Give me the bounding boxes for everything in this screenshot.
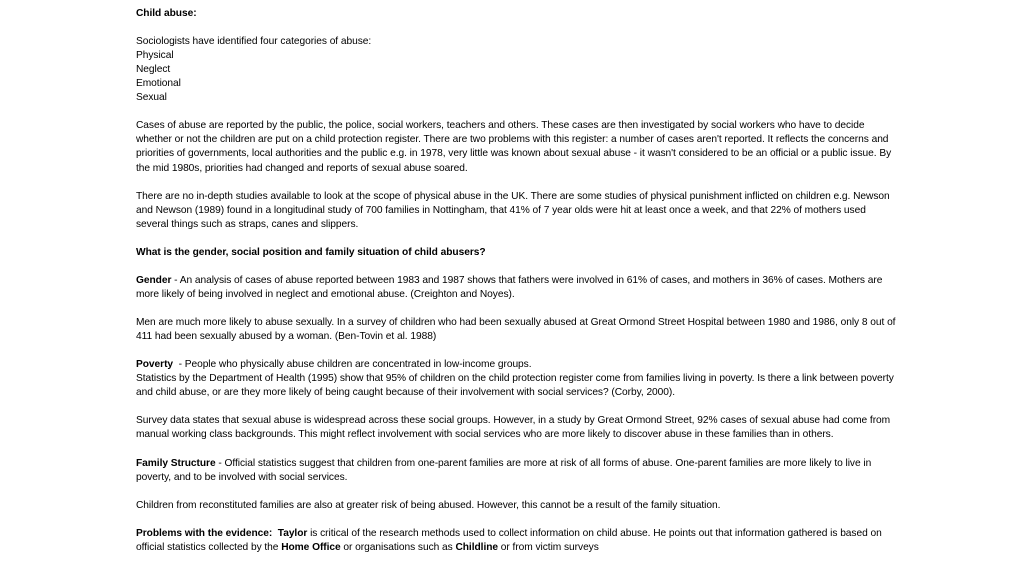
problems-label: Problems with the evidence:: [136, 527, 273, 539]
paragraph-reconstituted: Children from reconstituted families are also at greater risk of being abused. However, this cannot be a result of the family situation.: [136, 499, 721, 511]
category-physical: Physical: [136, 50, 174, 62]
problems-text-3: or from victim surveys: [498, 541, 599, 553]
family-structure-text: - Official statistics suggest that children from one-parent families are more at risk of all forms of abuse. One-parent families are more likely to live in poverty, and to be involved with social services.: [136, 457, 872, 483]
page-title: Child abuse:: [136, 8, 197, 19]
paragraph-poverty-stats: Statistics by the Department of Health (1995) show that 95% of children on the child protection register come from families living in poverty. Is there a link between poverty and child abuse, or are they more likely of being caught because of their involvement with social services? (Corby, 2000).: [136, 373, 894, 399]
home-office-label: Home Office: [281, 541, 341, 553]
paragraph-survey: Survey data states that sexual abuse is widespread across these social groups. However, in a study by Great Ormond Street, 92% cases of sexual abuse had come from manual working class backgrounds. This might reflect involvement with social services who are more likely to discover abuse in these families than in others.: [136, 415, 891, 441]
paragraph-poverty: [136, 358, 896, 372]
category-emotional: Emotional: [136, 78, 181, 90]
paragraph-problems: [136, 527, 896, 555]
intro-text: Sociologists have identified four categories of abuse:: [136, 36, 372, 48]
problems-text-2: or organisations such as: [340, 541, 456, 553]
family-structure-label: Family Structure: [136, 457, 216, 469]
poverty-text: - People who physically abuse children are concentrated in low-income groups.: [173, 359, 532, 371]
paragraph-family-structure: [136, 457, 896, 485]
paragraph-studies: There are no in-depth studies available to look at the scope of physical abuse in the UK. There are some studies of physical punishment inflicted on children e.g. Newson and Newson (1989) found in a longitudinal study of 700 families in Nottingham, that 41% of 7 year olds were hit at least once a week, and that 22% of mothers used several things such as straps, canes and slippers.: [136, 190, 890, 230]
category-neglect: Neglect: [136, 64, 171, 76]
paragraph-men: Men are much more likely to abuse sexually. In a survey of children who had been sexually abused at Great Ormond Street Hospital between 1980 and 1986, only 8 out of 411 had been sexually abused by a woman. (Ben-Tovin et al. 1988): [136, 317, 896, 343]
poverty-label: Poverty: [136, 359, 174, 371]
taylor-label: Taylor: [277, 527, 308, 539]
gender-label: Gender: [136, 274, 172, 286]
gender-text: - An analysis of cases of abuse reported between 1983 and 1987 shows that fathers were involved in 61% of cases, and mothers in 36% of cases. Mothers are more likely of being involved in neglect and emotional abuse. (Creighton and Noyes).: [136, 274, 883, 300]
document-page: [136, 7, 896, 555]
paragraph-reporting: Cases of abuse are reported by the public, the police, social workers, teachers and others. These cases are then investigated by social workers who have to decide whether or not the children are put on a child protection register. There are two problems with this register: a number of cases aren't reported. It reflects the concerns and priorities of governments, local authorities and the public e.g. in 1978, very little was known about sexual abuse - it wasn't considered to be an official or a public issue. By the mid 1980s, priorities had changed and reports of sexual abuse soared.: [136, 120, 892, 174]
category-sexual: Sexual: [136, 92, 167, 104]
section-question: What is the gender, social position and family situation of child abusers?: [136, 246, 486, 258]
problems-text-1: is critical of the research methods used to collect information on child abuse. He points out that information gathered is based on official statistics collected by the: [136, 527, 882, 553]
paragraph-gender: [136, 274, 896, 302]
childline-label: Childline: [455, 541, 499, 553]
